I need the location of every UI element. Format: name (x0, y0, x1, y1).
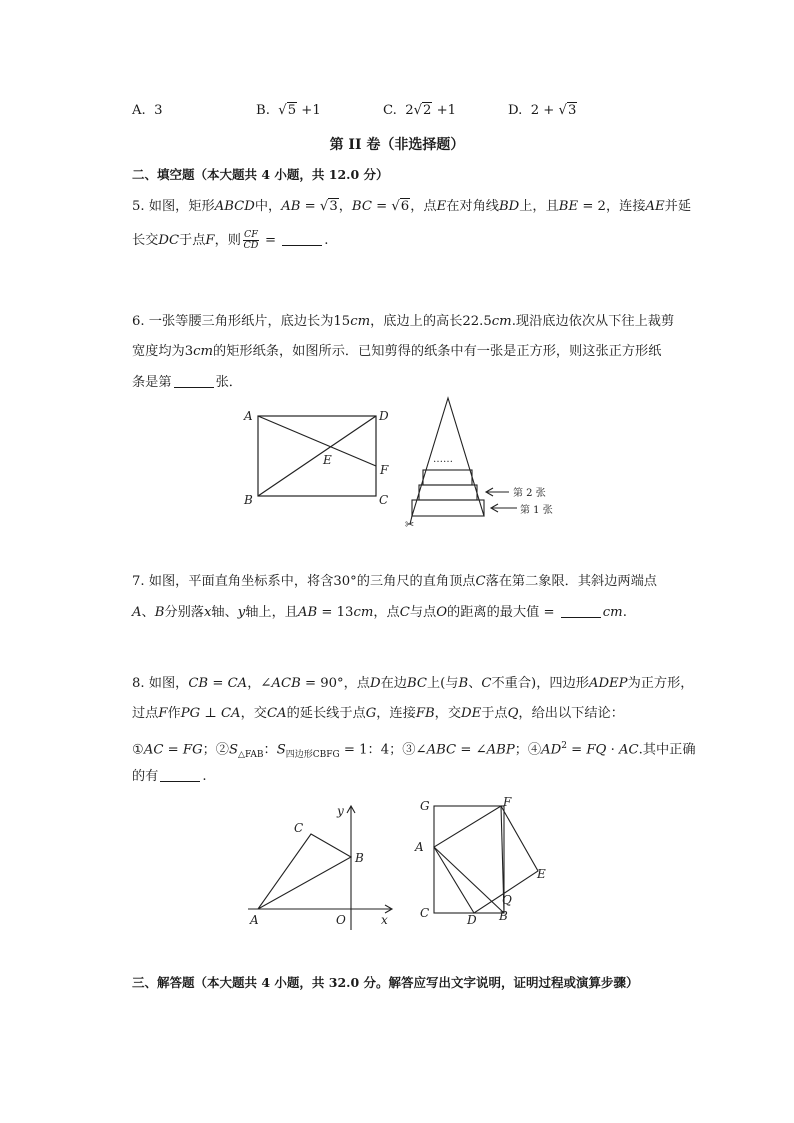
q6-line3: 条是第 张． (132, 375, 242, 390)
q8-line3: ①AC = FG；$②S_{\triangle FAB}$：$S_{四边形CBFG} = 1$：4；③∠ABC = ∠ABP；$④AD^2$ = FQ · AC.其中正确 (132, 741, 696, 761)
fig4-label-g: G (420, 799, 430, 813)
fig4-label-q: Q (502, 893, 512, 907)
option-c: C. 2√2 +1 (383, 103, 457, 118)
fig3-label-y: y (337, 804, 344, 818)
fig4-label-e: E (537, 867, 546, 881)
fig3-label-c: C (294, 821, 304, 835)
q8-answer-blank[interactable] (160, 767, 200, 782)
fig3-label-o: O (336, 913, 346, 927)
q8-line2: 过点F作PG ⊥ CA，交CA的延长线于点G，连接FB，交DE于点Q，给出以下结论： (132, 706, 624, 721)
scissors-icon: ✂ (405, 518, 415, 531)
section-2-heading: 二、填空题（本大题共 4 小题，共 12.0 分） (132, 167, 389, 182)
section-3-heading: 三、解答题（本大题共 4 小题，共 32.0 分。解答应写出文字说明，证明过程或演算步骤） (132, 975, 639, 990)
q7-line2: A、B分别落x轴、y轴上，且AB = 13cm，点C与点O的距离的最大值 = cm. (132, 605, 627, 620)
figure-rectangle (240, 404, 400, 509)
q6-answer-blank[interactable] (174, 373, 214, 388)
fig3-label-b: B (355, 851, 364, 865)
fig4-label-d: D (467, 913, 477, 927)
fig3-label-x: x (381, 913, 388, 927)
fig4-label-f: F (503, 795, 512, 809)
option-b: B. √5 +1 (256, 103, 321, 118)
fig1-label-f: F (380, 463, 389, 477)
q7-line1: 7. 如图，平面直角坐标系中，将含30°的三角尺的直角顶点C落在第二象限．其斜边两端点 (132, 574, 657, 589)
fig3-label-a: A (250, 913, 259, 927)
fig1-label-d: D (379, 409, 389, 423)
fig2-label-strip2: 第 2 张 (513, 488, 546, 499)
figure-triangle-strips (405, 396, 570, 531)
q5-line1: 5. 如图，矩形ABCD中，AB = √3，BC = √6，点E在对角线BD上，且BE = 2，连接AE并延 (132, 199, 692, 214)
fig2-label-strip1: 第 1 张 (520, 505, 553, 516)
q5-line2: 长交DC于点F，则 $\frac{CF}{CD}$ = . (132, 229, 329, 251)
fig1-label-b: B (244, 493, 253, 507)
figure-coordinate-triangle (240, 800, 400, 935)
fig4-label-c: C (420, 906, 430, 920)
fig4-label-b: B (499, 909, 508, 923)
q5-fraction: $\frac{CF}{CD}$ (243, 229, 259, 251)
fig4-label-a: A (415, 840, 424, 854)
q6-line2: 宽度均为3cm的矩形纸条，如图所示．已知剪得的纸条中有一张是正方形，则这张正方形纸 (132, 344, 662, 359)
q7-answer-blank[interactable] (561, 603, 601, 618)
option-a: A. 3 (132, 103, 163, 118)
option-d: D. 2 + √3 (508, 103, 577, 118)
fig2-dots: …… (433, 454, 453, 465)
q5-answer-blank[interactable] (282, 231, 322, 246)
fig1-label-c: C (379, 493, 389, 507)
figure-square-construction (412, 792, 562, 927)
fig1-label-a: A (244, 409, 253, 423)
fig1-label-e: E (323, 453, 332, 467)
q6-line1: 6. 一张等腰三角形纸片，底边长为15cm，底边上的高长22.5cm.现沿底边依次从下往上裁剪 (132, 314, 675, 329)
part-title: 第 II 卷（非选择题） (329, 137, 465, 153)
q8-line1: 8. 如图，CB = CA，∠ACB = 90°，点D在边BC上(与B、C不重合)，四边形ADEP为正方形， (132, 676, 694, 691)
q8-line4: 的有 . (132, 769, 207, 784)
